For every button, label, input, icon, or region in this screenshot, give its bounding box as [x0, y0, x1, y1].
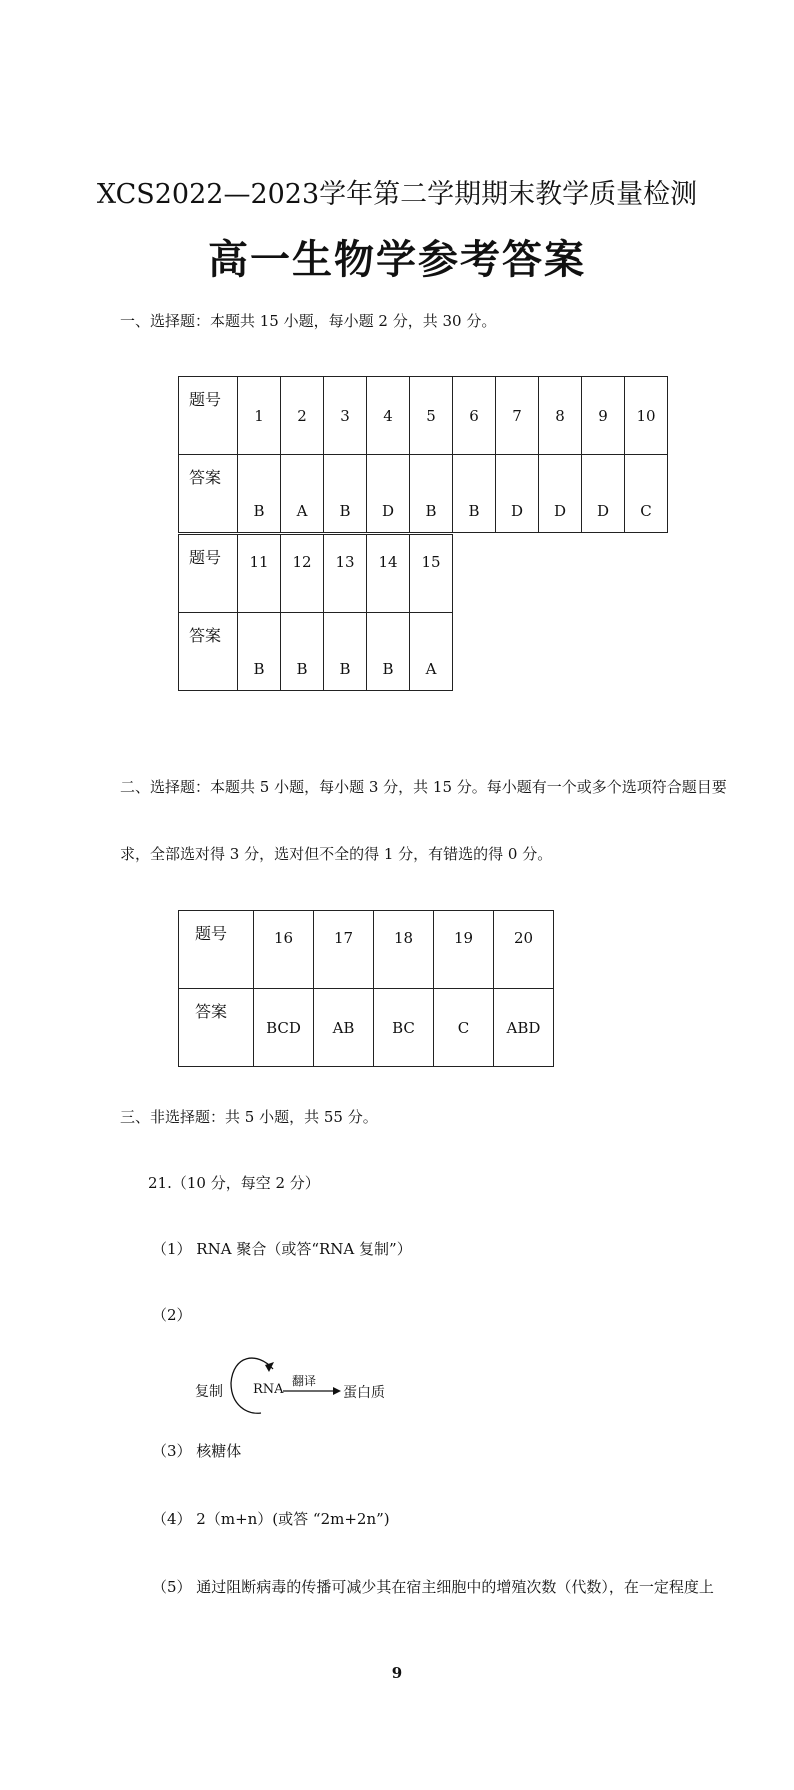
- table-cell: 13: [324, 535, 367, 613]
- table-cell: 8: [539, 377, 582, 455]
- diagram-replication-label: 复制: [195, 1384, 223, 1400]
- table-cell: B: [324, 455, 367, 533]
- answer-label: 答案: [179, 989, 254, 1067]
- table-cell: 9: [582, 377, 625, 455]
- page-number: 9: [391, 1664, 403, 1682]
- table-cell: 2: [281, 377, 324, 455]
- table-cell: 17: [314, 911, 374, 989]
- answer-21-2: （2）: [152, 1306, 192, 1324]
- table-cell: D: [496, 455, 539, 533]
- table-cell: 10: [625, 377, 668, 455]
- table-cell: D: [539, 455, 582, 533]
- diagram-translation-label: 翻译: [292, 1374, 317, 1388]
- table-cell: 12: [281, 535, 324, 613]
- section2-heading-line2: 求，全部选对得 3 分，选对但不全的得 1 分，有错选的得 0 分。: [120, 845, 553, 863]
- table-cell: 1: [238, 377, 281, 455]
- table-cell: B: [410, 455, 453, 533]
- table-cell: A: [410, 613, 453, 691]
- question-label: 题号: [179, 911, 254, 989]
- answer-table-1: [178, 376, 668, 533]
- answer-table-2: [178, 910, 554, 1067]
- table-cell: B: [281, 613, 324, 691]
- table-cell: B: [367, 613, 410, 691]
- table-cell: BCD: [254, 989, 314, 1067]
- answer-label: 答案: [179, 455, 238, 533]
- section1-heading: 一、选择题：本题共 15 小题，每小题 2 分，共 30 分。: [120, 312, 497, 330]
- table-cell: AB: [314, 989, 374, 1067]
- answer-21-5: （5） 通过阻断病毒的传播可减少其在宿主细胞中的增殖次数（代数），在一定程度上: [152, 1578, 714, 1596]
- answer-21-1: （1） RNA 聚合（或答“RNA 复制”）: [152, 1240, 412, 1258]
- answer-table-1b: [178, 534, 453, 691]
- table-cell: B: [238, 613, 281, 691]
- table-cell: B: [453, 455, 496, 533]
- page-subtitle: 高一生物学参考答案: [208, 236, 586, 283]
- rna-replication-diagram: [195, 1345, 395, 1425]
- table-cell: C: [434, 989, 494, 1067]
- table-cell: BC: [374, 989, 434, 1067]
- translation-arrowhead: [333, 1387, 341, 1395]
- table-cell: A: [281, 455, 324, 533]
- table-cell: B: [238, 455, 281, 533]
- table-cell: 5: [410, 377, 453, 455]
- table-cell: 6: [453, 377, 496, 455]
- q21-heading: 21.（10 分，每空 2 分）: [148, 1174, 320, 1192]
- table-cell: 4: [367, 377, 410, 455]
- table-cell: 11: [238, 535, 281, 613]
- table-cell: D: [367, 455, 410, 533]
- table-cell: 7: [496, 377, 539, 455]
- question-label: 题号: [179, 535, 238, 613]
- diagram-protein-label: 蛋白质: [343, 1385, 385, 1401]
- table-cell: 20: [494, 911, 554, 989]
- table-cell: ABD: [494, 989, 554, 1067]
- page-title: XCS2022—2023学年第二学期期末教学质量检测: [96, 179, 698, 210]
- table-cell: 14: [367, 535, 410, 613]
- answer-label: 答案: [179, 613, 238, 691]
- table-cell: 3: [324, 377, 367, 455]
- table-cell: 18: [374, 911, 434, 989]
- table-cell: 19: [434, 911, 494, 989]
- question-label: 题号: [179, 377, 238, 455]
- answer-21-4: （4） 2（m+n）(或答 “2m+2n”): [152, 1510, 390, 1528]
- table-cell: 16: [254, 911, 314, 989]
- section3-heading: 三、非选择题：共 5 小题，共 55 分。: [120, 1108, 378, 1126]
- table-cell: D: [582, 455, 625, 533]
- table-cell: C: [625, 455, 668, 533]
- section2-heading-line1: 二、选择题：本题共 5 小题，每小题 3 分，共 15 分。每小题有一个或多个选项符合题目要: [120, 778, 727, 796]
- table-cell: 15: [410, 535, 453, 613]
- answer-21-3: （3） 核糖体: [152, 1442, 242, 1460]
- table-cell: B: [324, 613, 367, 691]
- diagram-rna-label: RNA: [253, 1382, 284, 1397]
